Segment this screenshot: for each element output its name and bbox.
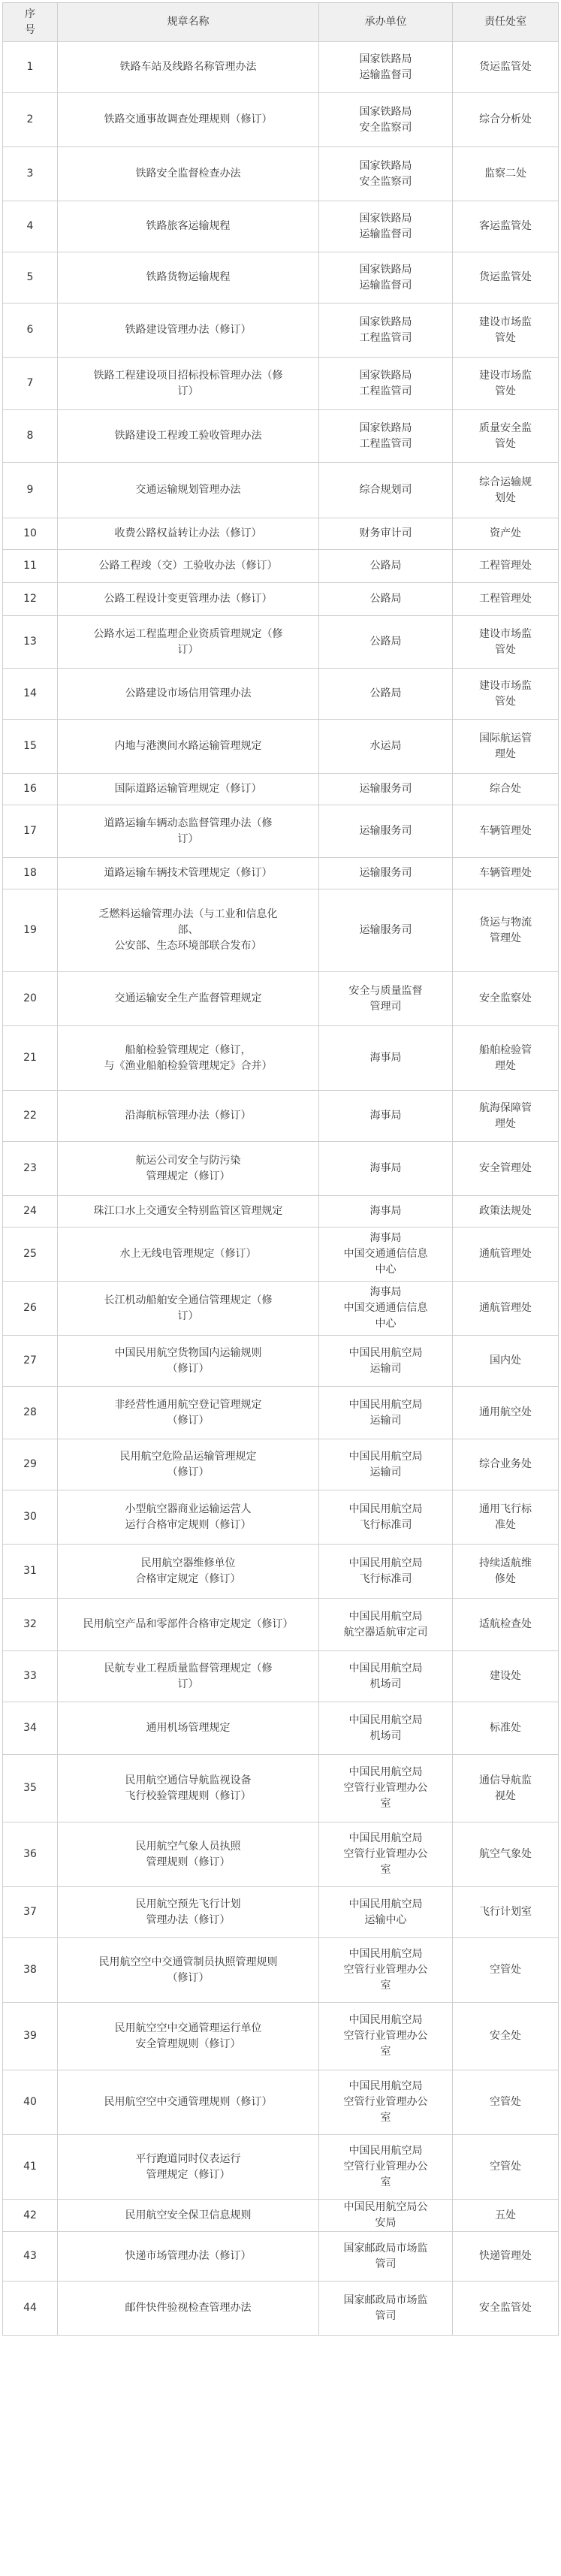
regulation-name-cell: 快递市场管理办法（修订） [58,2232,319,2282]
responsible-dept-cell: 适航检查处 [453,1599,559,1651]
row-number-cell: 15 [3,720,58,774]
responsible-dept-cell: 船舶检验管 理处 [453,1026,559,1091]
row-number-cell: 31 [3,1545,58,1599]
table-row [3,2282,559,2336]
responsible-dept-cell: 工程管理处 [453,550,559,583]
regulation-name-cell: 民用航空气象人员执照 管理规则（修订） [58,1823,319,1887]
responsible-dept-cell: 工程管理处 [453,583,559,616]
row-number-cell: 32 [3,1599,58,1651]
organizer-cell: 国家铁路局 安全监察司 [319,147,453,201]
table-row [3,858,559,889]
responsible-dept-cell: 国际航运管 理处 [453,720,559,774]
table-row [3,1387,559,1439]
organizer-cell: 国家铁路局 工程监管司 [319,358,453,410]
organizer-cell: 海事局 [319,1196,453,1228]
responsible-dept-cell: 安全处 [453,2003,559,2070]
organizer-cell: 中国民用航空局 空管行业管理办公 室 [319,2003,453,2070]
organizer-cell: 运输服务司 [319,889,453,972]
header-org: 承办单位 [319,3,453,42]
regulation-name-cell: 民用航空器维修单位 合格审定规定（修订） [58,1545,319,1599]
regulation-name-cell: 民用航空空中交通管理规则（修订） [58,2070,319,2135]
responsible-dept-cell: 建设处 [453,1651,559,1702]
responsible-dept-cell: 建设市场监 管处 [453,669,559,720]
table-row [3,1702,559,1755]
row-number-cell: 10 [3,518,58,550]
responsible-dept-cell: 货运与物流 管理处 [453,889,559,972]
row-number-cell: 24 [3,1196,58,1228]
table-row [3,720,559,774]
row-number-cell: 27 [3,1336,58,1387]
table-row [3,972,559,1026]
row-number-cell: 34 [3,1702,58,1755]
regulation-name-cell: 平行跑道同时仪表运行 管理规定（修订） [58,2135,319,2200]
organizer-cell: 中国民用航空局 运输司 [319,1336,453,1387]
table-row [3,805,559,858]
responsible-dept-cell: 质量安全监 管处 [453,410,559,463]
organizer-cell: 安全与质量监督 管理司 [319,972,453,1026]
responsible-dept-cell: 资产处 [453,518,559,550]
regulation-name-cell: 长江机动船舶安全通信管理规定（修 订） [58,1282,319,1336]
table-row [3,358,559,410]
organizer-cell: 海事局 [319,1142,453,1196]
row-number-cell: 30 [3,1490,58,1545]
regulation-name-cell: 乏燃料运输管理办法（与工业和信息化 部、 公安部、生态环境部联合发布） [58,889,319,972]
row-number-cell: 1 [3,42,58,93]
regulation-name-cell: 邮件快件验视检查管理办法 [58,2282,319,2336]
organizer-cell: 海事局 中国交通通信信息 中心 [319,1228,453,1282]
responsible-dept-cell: 安全监管处 [453,2282,559,2336]
table-row [3,93,559,147]
responsible-dept-cell: 建设市场监 管处 [453,358,559,410]
row-number-cell: 5 [3,252,58,304]
responsible-dept-cell: 货运监管处 [453,42,559,93]
row-number-cell: 18 [3,858,58,889]
responsible-dept-cell: 通信导航监 视处 [453,1755,559,1823]
responsible-dept-cell: 空管处 [453,2135,559,2200]
responsible-dept-cell: 通航管理处 [453,1228,559,1282]
table-row [3,1091,559,1142]
regulation-name-cell: 公路水运工程监理企业资质管理规定（修 订） [58,616,319,669]
table-row [3,147,559,201]
table-body [3,42,559,2336]
responsible-dept-cell: 综合运输规 划处 [453,463,559,518]
responsible-dept-cell: 通用航空处 [453,1387,559,1439]
row-number-cell: 11 [3,550,58,583]
organizer-cell: 公路局 [319,583,453,616]
row-number-cell: 43 [3,2232,58,2282]
table-row [3,1887,559,1938]
organizer-cell: 中国民用航空局 空管行业管理办公 室 [319,1938,453,2003]
row-number-cell: 22 [3,1091,58,1142]
header-dept: 责任处室 [453,3,559,42]
table-row [3,669,559,720]
organizer-cell: 中国民用航空局 飞行标准司 [319,1545,453,1599]
regulation-name-cell: 铁路交通事故调查处理规则（修订） [58,93,319,147]
responsible-dept-cell: 安全管理处 [453,1142,559,1196]
row-number-cell: 44 [3,2282,58,2336]
responsible-dept-cell: 建设市场监 管处 [453,304,559,358]
regulation-name-cell: 交通运输规划管理办法 [58,463,319,518]
regulation-name-cell: 铁路建设工程竣工验收管理办法 [58,410,319,463]
organizer-cell: 中国民用航空局 飞行标准司 [319,1490,453,1545]
organizer-cell: 国家铁路局 安全监察司 [319,93,453,147]
regulation-name-cell: 通用机场管理规定 [58,1702,319,1755]
row-number-cell: 19 [3,889,58,972]
row-number-cell: 16 [3,774,58,805]
organizer-cell: 中国民用航空局 运输司 [319,1387,453,1439]
organizer-cell: 中国民用航空局 航空器适航审定司 [319,1599,453,1651]
regulation-name-cell: 公路建设市场信用管理办法 [58,669,319,720]
organizer-cell: 国家邮政局市场监 管司 [319,2232,453,2282]
responsible-dept-cell: 通用飞行标 准处 [453,1490,559,1545]
organizer-cell: 中国民用航空局 机场司 [319,1702,453,1755]
responsible-dept-cell: 通航管理处 [453,1282,559,1336]
row-number-cell: 9 [3,463,58,518]
responsible-dept-cell: 航空气象处 [453,1823,559,1887]
responsible-dept-cell: 货运监管处 [453,252,559,304]
table-row [3,463,559,518]
regulation-name-cell: 珠江口水上交通安全特别监管区管理规定 [58,1196,319,1228]
table-row [3,2200,559,2232]
table-row [3,1823,559,1887]
responsible-dept-cell: 车辆管理处 [453,858,559,889]
organizer-cell: 国家铁路局 运输监督司 [319,252,453,304]
organizer-cell: 中国民用航空局 运输中心 [319,1887,453,1938]
row-number-cell: 37 [3,1887,58,1938]
regulation-name-cell: 铁路建设管理办法（修订） [58,304,319,358]
responsible-dept-cell: 快递管理处 [453,2232,559,2282]
regulation-name-cell: 内地与港澳间水路运输管理规定 [58,720,319,774]
organizer-cell: 海事局 [319,1091,453,1142]
regulation-name-cell: 民用航空危险品运输管理规定 （修订） [58,1439,319,1490]
organizer-cell: 中国民用航空局 空管行业管理办公 室 [319,2070,453,2135]
row-number-cell: 41 [3,2135,58,2200]
table-row [3,1755,559,1823]
regulation-name-cell: 船舶检验管理规定（修订， 与《渔业船舶检验管理规定》合并） [58,1026,319,1091]
regulation-name-cell: 道路运输车辆技术管理规定（修订） [58,858,319,889]
regulation-name-cell: 国际道路运输管理规定（修订） [58,774,319,805]
responsible-dept-cell: 车辆管理处 [453,805,559,858]
organizer-cell: 公路局 [319,669,453,720]
regulation-name-cell: 民用航空预先飞行计划 管理办法（修订） [58,1887,319,1938]
responsible-dept-cell: 飞行计划室 [453,1887,559,1938]
table-row [3,410,559,463]
table-row [3,201,559,252]
table-row [3,1599,559,1651]
regulation-name-cell: 非经营性通用航空登记管理规定 （修订） [58,1387,319,1439]
row-number-cell: 8 [3,410,58,463]
regulation-name-cell: 铁路旅客运输规程 [58,201,319,252]
organizer-cell: 公路局 [319,550,453,583]
regulation-name-cell: 民用航空产品和零部件合格审定规定（修订） [58,1599,319,1651]
row-number-cell: 17 [3,805,58,858]
organizer-cell: 运输服务司 [319,805,453,858]
organizer-cell: 海事局 [319,1026,453,1091]
row-number-cell: 21 [3,1026,58,1091]
regulation-name-cell: 铁路车站及线路名称管理办法 [58,42,319,93]
responsible-dept-cell: 安全监察处 [453,972,559,1026]
table-row [3,583,559,616]
organizer-cell: 国家铁路局 运输监督司 [319,201,453,252]
row-number-cell: 36 [3,1823,58,1887]
row-number-cell: 35 [3,1755,58,1823]
responsible-dept-cell: 国内处 [453,1336,559,1387]
table-row [3,304,559,358]
table-row [3,1228,559,1282]
row-number-cell: 20 [3,972,58,1026]
organizer-cell: 运输服务司 [319,774,453,805]
table-row [3,2135,559,2200]
regulation-name-cell: 道路运输车辆动态监督管理办法（修 订） [58,805,319,858]
responsible-dept-cell: 空管处 [453,2070,559,2135]
table-row [3,2070,559,2135]
row-number-cell: 3 [3,147,58,201]
organizer-cell: 公路局 [319,616,453,669]
organizer-cell: 运输服务司 [319,858,453,889]
regulation-name-cell: 铁路工程建设项目招标投标管理办法（修 订） [58,358,319,410]
regulation-name-cell: 铁路货物运输规程 [58,252,319,304]
table-row [3,1142,559,1196]
table-header [3,3,559,42]
row-number-cell: 25 [3,1228,58,1282]
regulation-name-cell: 收费公路权益转让办法（修订） [58,518,319,550]
regulation-name-cell: 铁路安全监督检查办法 [58,147,319,201]
row-number-cell: 42 [3,2200,58,2232]
header-row [3,3,559,42]
table-row [3,252,559,304]
row-number-cell: 26 [3,1282,58,1336]
organizer-cell: 国家铁路局 工程监管司 [319,410,453,463]
organizer-cell: 中国民用航空局 空管行业管理办公 室 [319,2135,453,2200]
regulation-name-cell: 中国民用航空货物国内运输规则 （修订） [58,1336,319,1387]
responsible-dept-cell: 标准处 [453,1702,559,1755]
row-number-cell: 6 [3,304,58,358]
table-row [3,1651,559,1702]
row-number-cell: 12 [3,583,58,616]
organizer-cell: 国家邮政局市场监 管司 [319,2282,453,2336]
regulation-name-cell: 公路工程设计变更管理办法（修订） [58,583,319,616]
regulation-name-cell: 民用航空空中交通管制员执照管理规则 （修订） [58,1938,319,2003]
row-number-cell: 2 [3,93,58,147]
table-row [3,1439,559,1490]
table-row [3,1336,559,1387]
row-number-cell: 7 [3,358,58,410]
table-row [3,1196,559,1228]
row-number-cell: 13 [3,616,58,669]
regulations-table [2,2,559,2336]
responsible-dept-cell: 政策法规处 [453,1196,559,1228]
responsible-dept-cell: 综合业务处 [453,1439,559,1490]
row-number-cell: 14 [3,669,58,720]
regulation-name-cell: 公路工程竣（交）工验收办法（修订） [58,550,319,583]
responsible-dept-cell: 五处 [453,2200,559,2232]
table-row [3,2003,559,2070]
organizer-cell: 中国民用航空局公 安局 [319,2200,453,2232]
row-number-cell: 39 [3,2003,58,2070]
organizer-cell: 国家铁路局 运输监督司 [319,42,453,93]
row-number-cell: 23 [3,1142,58,1196]
table-row [3,889,559,972]
regulation-name-cell: 民航专业工程质量监督管理规定（修 订） [58,1651,319,1702]
organizer-cell: 中国民用航空局 运输司 [319,1439,453,1490]
table-row [3,616,559,669]
table-row [3,518,559,550]
row-number-cell: 38 [3,1938,58,2003]
table-row [3,1282,559,1336]
responsible-dept-cell: 航海保障管 理处 [453,1091,559,1142]
table-row [3,42,559,93]
responsible-dept-cell: 客运监管处 [453,201,559,252]
organizer-cell: 中国民用航空局 空管行业管理办公 室 [319,1823,453,1887]
row-number-cell: 28 [3,1387,58,1439]
responsible-dept-cell: 综合分析处 [453,93,559,147]
regulation-name-cell: 航运公司安全与防污染 管理规定（修订） [58,1142,319,1196]
row-number-cell: 29 [3,1439,58,1490]
table-row [3,1545,559,1599]
table-row [3,1490,559,1545]
organizer-cell: 水运局 [319,720,453,774]
regulation-name-cell: 小型航空器商业运输运营人 运行合格审定规则（修订） [58,1490,319,1545]
responsible-dept-cell: 综合处 [453,774,559,805]
organizer-cell: 中国民用航空局 机场司 [319,1651,453,1702]
header-name: 规章名称 [58,3,319,42]
responsible-dept-cell: 监察二处 [453,147,559,201]
row-number-cell: 40 [3,2070,58,2135]
responsible-dept-cell: 空管处 [453,1938,559,2003]
table-row [3,550,559,583]
regulation-name-cell: 民用航空空中交通管理运行单位 安全管理规则（修订） [58,2003,319,2070]
regulation-name-cell: 民用航空通信导航监视设备 飞行校验管理规则（修订） [58,1755,319,1823]
organizer-cell: 综合规划司 [319,463,453,518]
organizer-cell: 财务审计司 [319,518,453,550]
responsible-dept-cell: 建设市场监 管处 [453,616,559,669]
regulation-name-cell: 民用航空安全保卫信息规则 [58,2200,319,2232]
regulation-name-cell: 沿海航标管理办法（修订） [58,1091,319,1142]
organizer-cell: 中国民用航空局 空管行业管理办公 室 [319,1755,453,1823]
row-number-cell: 33 [3,1651,58,1702]
header-no: 序 号 [3,3,58,42]
organizer-cell: 国家铁路局 工程监管司 [319,304,453,358]
regulation-name-cell: 交通运输安全生产监督管理规定 [58,972,319,1026]
table-row [3,1026,559,1091]
responsible-dept-cell: 持续适航维 修处 [453,1545,559,1599]
table-row [3,1938,559,2003]
organizer-cell: 海事局 中国交通通信信息 中心 [319,1282,453,1336]
table-row [3,2232,559,2282]
regulation-name-cell: 水上无线电管理规定（修订） [58,1228,319,1282]
row-number-cell: 4 [3,201,58,252]
table-row [3,774,559,805]
